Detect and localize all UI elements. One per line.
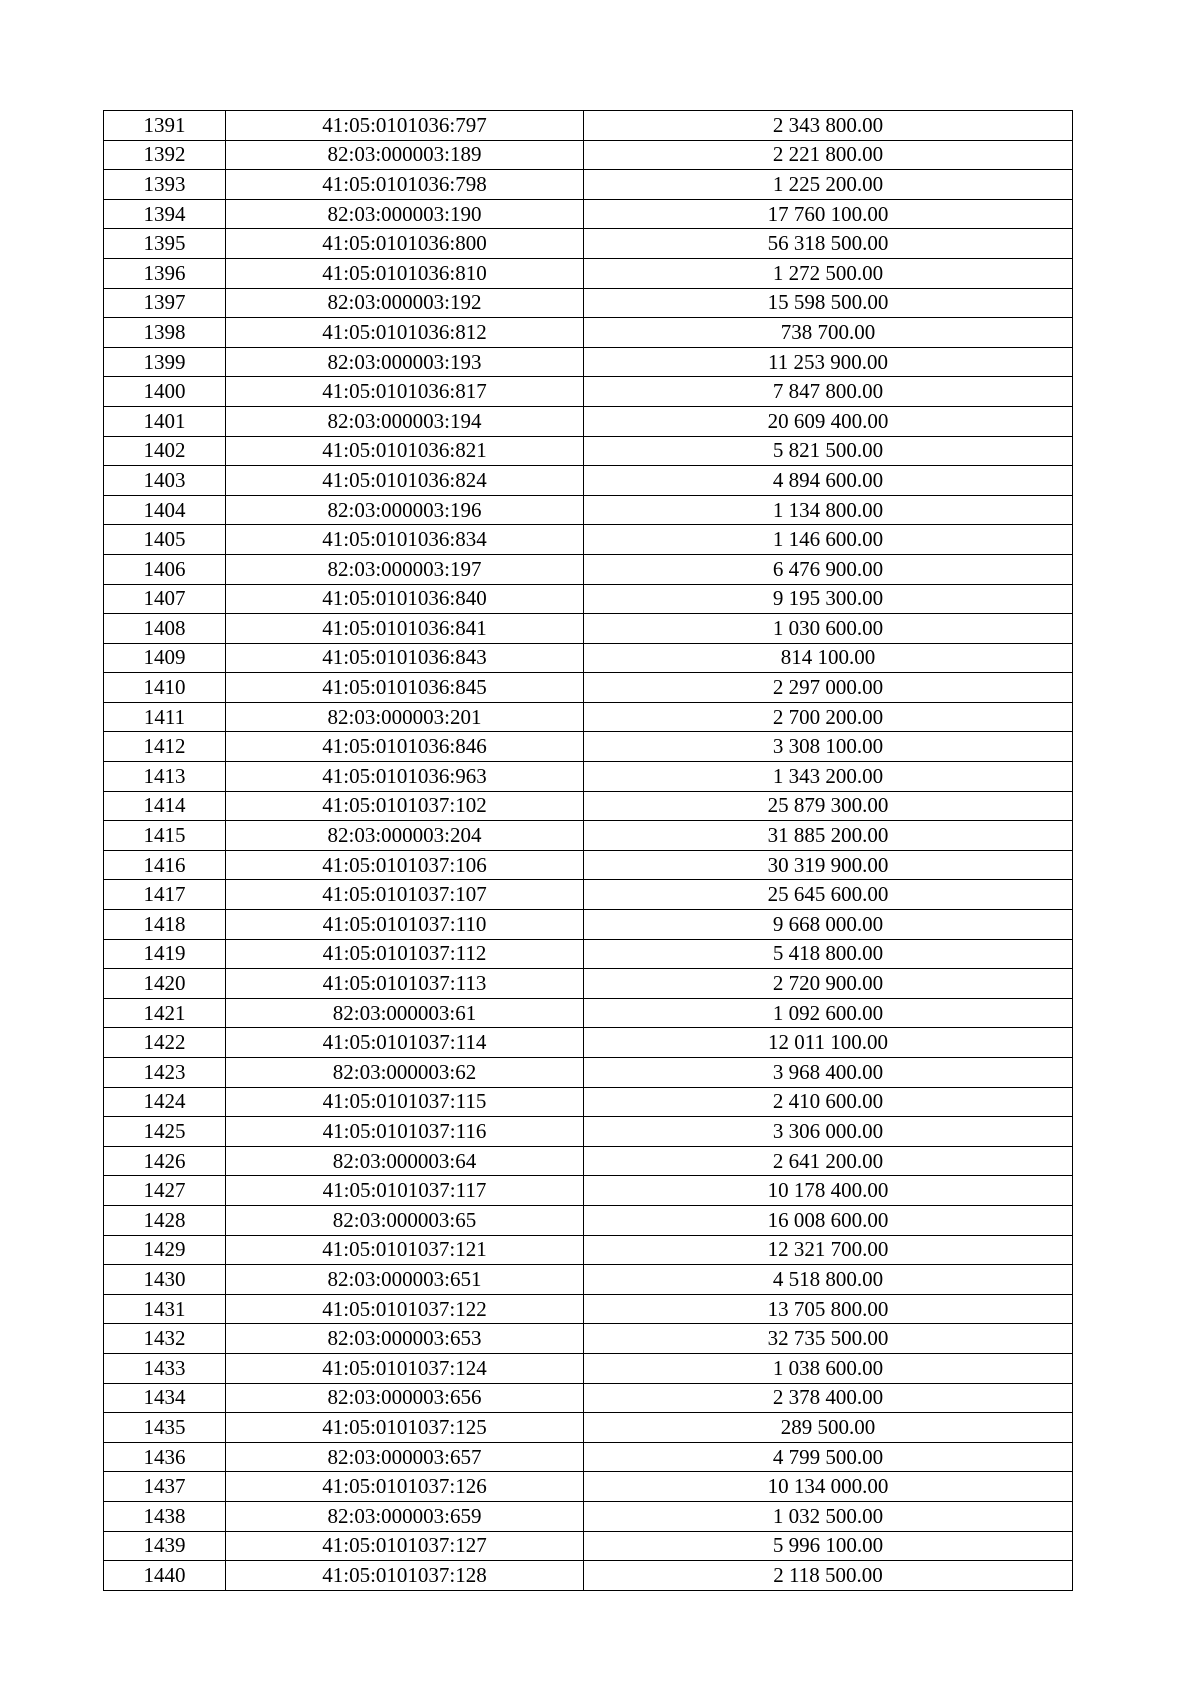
cadastral-value-cell: 1 134 800.00 bbox=[584, 495, 1073, 525]
row-number-cell: 1396 bbox=[104, 258, 226, 288]
cadastral-number-cell: 82:03:000003:201 bbox=[226, 702, 584, 732]
table-body bbox=[104, 111, 1073, 1591]
table-row bbox=[104, 1531, 1073, 1561]
row-number-cell: 1397 bbox=[104, 288, 226, 318]
cadastral-number-cell: 41:05:0101037:110 bbox=[226, 910, 584, 940]
cadastral-value-cell: 4 518 800.00 bbox=[584, 1265, 1073, 1295]
cadastral-value-cell: 25 879 300.00 bbox=[584, 791, 1073, 821]
cadastral-value-cell: 3 308 100.00 bbox=[584, 732, 1073, 762]
cadastral-value-cell: 1 225 200.00 bbox=[584, 170, 1073, 200]
row-number-cell: 1434 bbox=[104, 1383, 226, 1413]
cadastral-value-cell: 2 720 900.00 bbox=[584, 969, 1073, 999]
row-number-cell: 1412 bbox=[104, 732, 226, 762]
table-row bbox=[104, 910, 1073, 940]
cadastral-value-cell: 1 030 600.00 bbox=[584, 614, 1073, 644]
table-row bbox=[104, 318, 1073, 348]
row-number-cell: 1419 bbox=[104, 939, 226, 969]
cadastral-value-cell: 6 476 900.00 bbox=[584, 554, 1073, 584]
cadastral-number-cell: 41:05:0101037:112 bbox=[226, 939, 584, 969]
cadastral-value-cell: 12 011 100.00 bbox=[584, 1028, 1073, 1058]
cadastral-value-cell: 3 968 400.00 bbox=[584, 1058, 1073, 1088]
row-number-cell: 1402 bbox=[104, 436, 226, 466]
table-row bbox=[104, 1561, 1073, 1591]
table-row bbox=[104, 762, 1073, 792]
row-number-cell: 1401 bbox=[104, 406, 226, 436]
row-number-cell: 1426 bbox=[104, 1146, 226, 1176]
table-row bbox=[104, 1472, 1073, 1502]
row-number-cell: 1399 bbox=[104, 347, 226, 377]
row-number-cell: 1405 bbox=[104, 525, 226, 555]
table-row bbox=[104, 1058, 1073, 1088]
row-number-cell: 1418 bbox=[104, 910, 226, 940]
row-number-cell: 1440 bbox=[104, 1561, 226, 1591]
row-number-cell: 1393 bbox=[104, 170, 226, 200]
cadastral-number-cell: 82:03:000003:189 bbox=[226, 140, 584, 170]
row-number-cell: 1394 bbox=[104, 199, 226, 229]
table-row bbox=[104, 969, 1073, 999]
cadastral-number-cell: 41:05:0101037:107 bbox=[226, 880, 584, 910]
row-number-cell: 1436 bbox=[104, 1442, 226, 1472]
row-number-cell: 1439 bbox=[104, 1531, 226, 1561]
cadastral-value-cell: 9 668 000.00 bbox=[584, 910, 1073, 940]
table-row bbox=[104, 1117, 1073, 1147]
cadastral-number-cell: 82:03:000003:65 bbox=[226, 1205, 584, 1235]
cadastral-number-cell: 41:05:0101036:963 bbox=[226, 762, 584, 792]
cadastral-number-cell: 41:05:0101036:800 bbox=[226, 229, 584, 259]
cadastral-number-cell: 41:05:0101037:116 bbox=[226, 1117, 584, 1147]
cadastral-number-cell: 41:05:0101037:125 bbox=[226, 1413, 584, 1443]
row-number-cell: 1433 bbox=[104, 1353, 226, 1383]
cadastral-value-cell: 4 894 600.00 bbox=[584, 466, 1073, 496]
cadastral-number-cell: 41:05:0101037:122 bbox=[226, 1294, 584, 1324]
table-row bbox=[104, 436, 1073, 466]
cadastral-number-cell: 41:05:0101036:843 bbox=[226, 643, 584, 673]
table-row bbox=[104, 584, 1073, 614]
table-row bbox=[104, 1087, 1073, 1117]
cadastral-value-cell: 1 092 600.00 bbox=[584, 998, 1073, 1028]
cadastral-value-cell: 1 343 200.00 bbox=[584, 762, 1073, 792]
table-row bbox=[104, 850, 1073, 880]
cadastral-value-cell: 32 735 500.00 bbox=[584, 1324, 1073, 1354]
table-row bbox=[104, 821, 1073, 851]
cadastral-value-cell: 1 038 600.00 bbox=[584, 1353, 1073, 1383]
cadastral-value-cell: 5 821 500.00 bbox=[584, 436, 1073, 466]
row-number-cell: 1398 bbox=[104, 318, 226, 348]
table-row bbox=[104, 377, 1073, 407]
row-number-cell: 1424 bbox=[104, 1087, 226, 1117]
row-number-cell: 1416 bbox=[104, 850, 226, 880]
cadastral-value-cell: 7 847 800.00 bbox=[584, 377, 1073, 407]
cadastral-value-cell: 2 700 200.00 bbox=[584, 702, 1073, 732]
cadastral-number-cell: 82:03:000003:192 bbox=[226, 288, 584, 318]
table-row bbox=[104, 1235, 1073, 1265]
cadastral-value-cell: 17 760 100.00 bbox=[584, 199, 1073, 229]
cadastral-number-cell: 41:05:0101037:114 bbox=[226, 1028, 584, 1058]
cadastral-number-cell: 41:05:0101037:113 bbox=[226, 969, 584, 999]
table-row bbox=[104, 170, 1073, 200]
row-number-cell: 1409 bbox=[104, 643, 226, 673]
cadastral-value-cell: 5 996 100.00 bbox=[584, 1531, 1073, 1561]
table-row bbox=[104, 406, 1073, 436]
table-row bbox=[104, 1028, 1073, 1058]
cadastral-value-cell: 25 645 600.00 bbox=[584, 880, 1073, 910]
cadastral-value-cell: 1 272 500.00 bbox=[584, 258, 1073, 288]
table-row bbox=[104, 1294, 1073, 1324]
cadastral-number-cell: 82:03:000003:61 bbox=[226, 998, 584, 1028]
cadastral-number-cell: 82:03:000003:193 bbox=[226, 347, 584, 377]
row-number-cell: 1407 bbox=[104, 584, 226, 614]
row-number-cell: 1420 bbox=[104, 969, 226, 999]
cadastral-number-cell: 41:05:0101037:117 bbox=[226, 1176, 584, 1206]
cadastral-number-cell: 41:05:0101037:102 bbox=[226, 791, 584, 821]
table-row bbox=[104, 1353, 1073, 1383]
row-number-cell: 1400 bbox=[104, 377, 226, 407]
table-row bbox=[104, 614, 1073, 644]
row-number-cell: 1392 bbox=[104, 140, 226, 170]
cadastral-value-cell: 289 500.00 bbox=[584, 1413, 1073, 1443]
cadastral-number-cell: 82:03:000003:197 bbox=[226, 554, 584, 584]
cadastral-number-cell: 41:05:0101036:840 bbox=[226, 584, 584, 614]
row-number-cell: 1430 bbox=[104, 1265, 226, 1295]
row-number-cell: 1391 bbox=[104, 111, 226, 141]
cadastral-number-cell: 41:05:0101036:841 bbox=[226, 614, 584, 644]
cadastral-value-cell: 15 598 500.00 bbox=[584, 288, 1073, 318]
cadastral-number-cell: 41:05:0101037:124 bbox=[226, 1353, 584, 1383]
cadastral-value-cell: 11 253 900.00 bbox=[584, 347, 1073, 377]
row-number-cell: 1427 bbox=[104, 1176, 226, 1206]
cadastral-number-cell: 41:05:0101036:845 bbox=[226, 673, 584, 703]
cadastral-number-cell: 41:05:0101037:126 bbox=[226, 1472, 584, 1502]
table-row bbox=[104, 998, 1073, 1028]
cadastral-value-cell: 16 008 600.00 bbox=[584, 1205, 1073, 1235]
table-row bbox=[104, 1413, 1073, 1443]
table-row bbox=[104, 1442, 1073, 1472]
table-row bbox=[104, 554, 1073, 584]
table-row bbox=[104, 880, 1073, 910]
row-number-cell: 1423 bbox=[104, 1058, 226, 1088]
cadastral-number-cell: 41:05:0101036:834 bbox=[226, 525, 584, 555]
table-row bbox=[104, 1383, 1073, 1413]
cadastral-value-cell: 2 641 200.00 bbox=[584, 1146, 1073, 1176]
row-number-cell: 1413 bbox=[104, 762, 226, 792]
row-number-cell: 1403 bbox=[104, 466, 226, 496]
table-row bbox=[104, 1501, 1073, 1531]
table-row bbox=[104, 1176, 1073, 1206]
table-row bbox=[104, 1324, 1073, 1354]
table-row bbox=[104, 258, 1073, 288]
cadastral-number-cell: 82:03:000003:653 bbox=[226, 1324, 584, 1354]
table-row bbox=[104, 1146, 1073, 1176]
cadastral-value-cell: 2 118 500.00 bbox=[584, 1561, 1073, 1591]
row-number-cell: 1437 bbox=[104, 1472, 226, 1502]
cadastral-number-cell: 41:05:0101037:128 bbox=[226, 1561, 584, 1591]
cadastral-number-cell: 41:05:0101036:846 bbox=[226, 732, 584, 762]
cadastral-number-cell: 41:05:0101036:810 bbox=[226, 258, 584, 288]
table-row bbox=[104, 466, 1073, 496]
cadastral-value-cell: 10 134 000.00 bbox=[584, 1472, 1073, 1502]
cadastral-number-cell: 41:05:0101036:812 bbox=[226, 318, 584, 348]
cadastral-value-table bbox=[103, 110, 1073, 1591]
row-number-cell: 1406 bbox=[104, 554, 226, 584]
cadastral-value-cell: 12 321 700.00 bbox=[584, 1235, 1073, 1265]
row-number-cell: 1429 bbox=[104, 1235, 226, 1265]
cadastral-number-cell: 82:03:000003:196 bbox=[226, 495, 584, 525]
row-number-cell: 1422 bbox=[104, 1028, 226, 1058]
row-number-cell: 1428 bbox=[104, 1205, 226, 1235]
cadastral-value-cell: 2 297 000.00 bbox=[584, 673, 1073, 703]
cadastral-number-cell: 82:03:000003:62 bbox=[226, 1058, 584, 1088]
cadastral-value-cell: 2 378 400.00 bbox=[584, 1383, 1073, 1413]
cadastral-number-cell: 82:03:000003:656 bbox=[226, 1383, 584, 1413]
cadastral-value-cell: 738 700.00 bbox=[584, 318, 1073, 348]
row-number-cell: 1411 bbox=[104, 702, 226, 732]
cadastral-value-cell: 1 146 600.00 bbox=[584, 525, 1073, 555]
table-row bbox=[104, 288, 1073, 318]
cadastral-number-cell: 41:05:0101037:115 bbox=[226, 1087, 584, 1117]
cadastral-value-cell: 56 318 500.00 bbox=[584, 229, 1073, 259]
table-row bbox=[104, 1265, 1073, 1295]
table-row bbox=[104, 1205, 1073, 1235]
row-number-cell: 1431 bbox=[104, 1294, 226, 1324]
row-number-cell: 1408 bbox=[104, 614, 226, 644]
cadastral-number-cell: 82:03:000003:194 bbox=[226, 406, 584, 436]
row-number-cell: 1404 bbox=[104, 495, 226, 525]
cadastral-number-cell: 41:05:0101036:797 bbox=[226, 111, 584, 141]
cadastral-value-cell: 30 319 900.00 bbox=[584, 850, 1073, 880]
table-row bbox=[104, 525, 1073, 555]
cadastral-number-cell: 82:03:000003:657 bbox=[226, 1442, 584, 1472]
row-number-cell: 1414 bbox=[104, 791, 226, 821]
cadastral-value-cell: 2 221 800.00 bbox=[584, 140, 1073, 170]
cadastral-value-cell: 814 100.00 bbox=[584, 643, 1073, 673]
table-row bbox=[104, 347, 1073, 377]
table-row bbox=[104, 229, 1073, 259]
cadastral-number-cell: 82:03:000003:64 bbox=[226, 1146, 584, 1176]
cadastral-value-cell: 20 609 400.00 bbox=[584, 406, 1073, 436]
cadastral-value-cell: 4 799 500.00 bbox=[584, 1442, 1073, 1472]
row-number-cell: 1421 bbox=[104, 998, 226, 1028]
table-row bbox=[104, 791, 1073, 821]
row-number-cell: 1432 bbox=[104, 1324, 226, 1354]
table-row bbox=[104, 939, 1073, 969]
row-number-cell: 1395 bbox=[104, 229, 226, 259]
table-row bbox=[104, 673, 1073, 703]
cadastral-number-cell: 41:05:0101036:821 bbox=[226, 436, 584, 466]
cadastral-value-cell: 5 418 800.00 bbox=[584, 939, 1073, 969]
cadastral-number-cell: 41:05:0101036:798 bbox=[226, 170, 584, 200]
table-row bbox=[104, 702, 1073, 732]
cadastral-value-cell: 13 705 800.00 bbox=[584, 1294, 1073, 1324]
cadastral-value-cell: 2 343 800.00 bbox=[584, 111, 1073, 141]
cadastral-value-cell: 1 032 500.00 bbox=[584, 1501, 1073, 1531]
table-row bbox=[104, 643, 1073, 673]
cadastral-number-cell: 41:05:0101036:824 bbox=[226, 466, 584, 496]
cadastral-number-cell: 41:05:0101037:121 bbox=[226, 1235, 584, 1265]
cadastral-number-cell: 82:03:000003:659 bbox=[226, 1501, 584, 1531]
cadastral-number-cell: 41:05:0101037:106 bbox=[226, 850, 584, 880]
cadastral-value-cell: 3 306 000.00 bbox=[584, 1117, 1073, 1147]
cadastral-value-cell: 2 410 600.00 bbox=[584, 1087, 1073, 1117]
row-number-cell: 1417 bbox=[104, 880, 226, 910]
table-row bbox=[104, 732, 1073, 762]
row-number-cell: 1438 bbox=[104, 1501, 226, 1531]
cadastral-value-cell: 31 885 200.00 bbox=[584, 821, 1073, 851]
cadastral-number-cell: 82:03:000003:651 bbox=[226, 1265, 584, 1295]
cadastral-number-cell: 82:03:000003:190 bbox=[226, 199, 584, 229]
row-number-cell: 1415 bbox=[104, 821, 226, 851]
cadastral-value-cell: 10 178 400.00 bbox=[584, 1176, 1073, 1206]
row-number-cell: 1435 bbox=[104, 1413, 226, 1443]
row-number-cell: 1410 bbox=[104, 673, 226, 703]
cadastral-number-cell: 41:05:0101036:817 bbox=[226, 377, 584, 407]
cadastral-number-cell: 41:05:0101037:127 bbox=[226, 1531, 584, 1561]
table-row bbox=[104, 140, 1073, 170]
table-row bbox=[104, 111, 1073, 141]
table-row bbox=[104, 495, 1073, 525]
row-number-cell: 1425 bbox=[104, 1117, 226, 1147]
table-row bbox=[104, 199, 1073, 229]
cadastral-value-cell: 9 195 300.00 bbox=[584, 584, 1073, 614]
cadastral-number-cell: 82:03:000003:204 bbox=[226, 821, 584, 851]
